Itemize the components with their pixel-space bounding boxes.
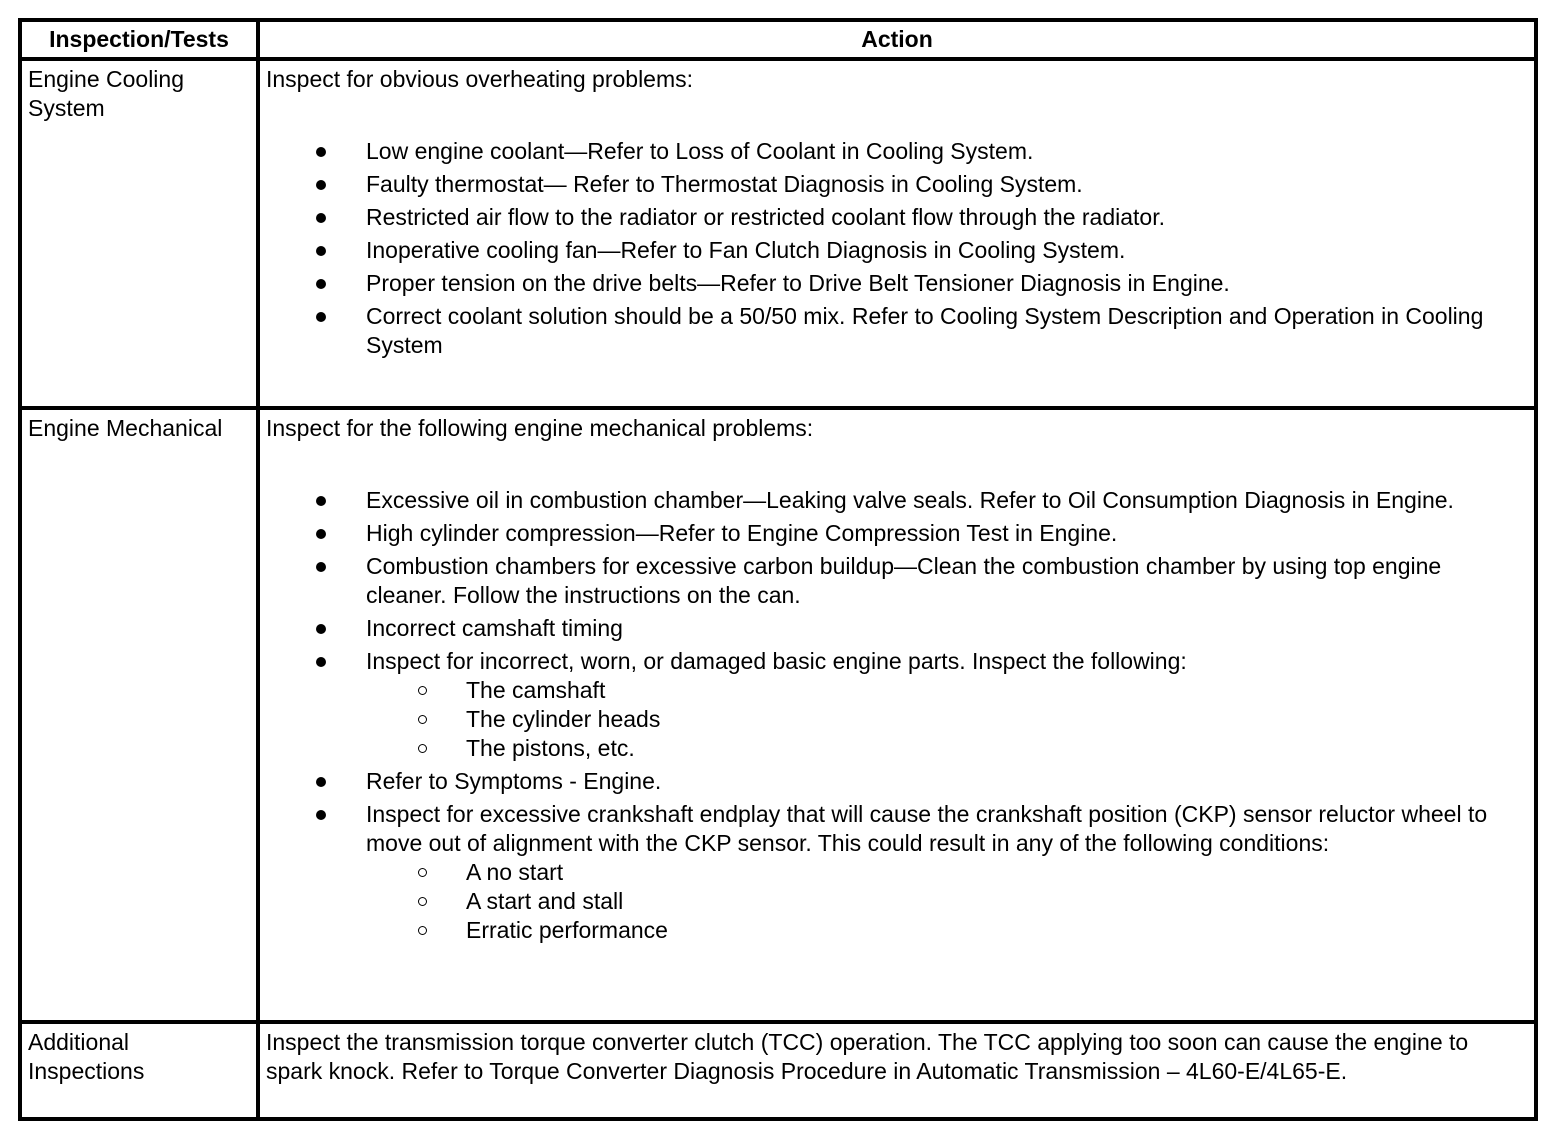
sub-list-item: A start and stall — [366, 887, 1528, 916]
row-label-cooling: Engine Cooling System — [20, 59, 258, 408]
list-item: Excessive oil in combustion chamber—Leaking valve seals. Refer to Oil Consumption Diagnosis in Engine. — [266, 486, 1528, 515]
sub-list-item: The pistons, etc. — [366, 734, 1528, 763]
row-action-additional — [258, 1022, 1536, 1119]
sub-list-item: Erratic performance — [366, 916, 1528, 945]
row-action-mechanical — [258, 408, 1536, 1022]
intro-text: Inspect the transmission torque converter clutch (TCC) operation. The TCC applying too soon can cause the engine to spark knock. Refer to Torque Converter Diagnosis Procedure in Automatic Transmission – 4L60-E/4L65-E. — [266, 1029, 1469, 1084]
list-item: Inspect for excessive crankshaft endplay that will cause the crankshaft position (CKP) sensor reluctor wheel to move out of alignment with the CKP sensor. This could result in any of the following conditions: A no start A start and stall Erratic performance — [266, 800, 1528, 945]
circle-bullet-icon — [418, 897, 427, 906]
list-item: Restricted air flow to the radiator or restricted coolant flow through the radiator. — [266, 203, 1528, 232]
sub-list — [366, 858, 1528, 945]
bullet-list — [266, 137, 1528, 360]
bullet-icon — [316, 213, 326, 223]
sub-list-item: The cylinder heads — [366, 705, 1528, 734]
list-item: Inspect for incorrect, worn, or damaged basic engine parts. Inspect the following: The camshaft The cylinder heads The pistons, etc. — [266, 647, 1528, 763]
document-page — [18, 18, 1534, 1121]
bullet-icon — [316, 312, 326, 322]
table-row — [20, 408, 1536, 1022]
bullet-icon — [316, 657, 326, 667]
list-item: Incorrect camshaft timing — [266, 614, 1528, 643]
list-item: Correct coolant solution should be a 50/50 mix. Refer to Cooling System Description and Operation in Cooling System — [266, 302, 1528, 360]
list-item: Faulty thermostat— Refer to Thermostat Diagnosis in Cooling System. — [266, 170, 1528, 199]
bullet-list — [266, 486, 1528, 945]
list-item: Proper tension on the drive belts—Refer to Drive Belt Tensioner Diagnosis in Engine. — [266, 269, 1528, 298]
bullet-icon — [316, 562, 326, 572]
bullet-icon — [316, 496, 326, 506]
list-item: Refer to Symptoms - Engine. — [266, 767, 1528, 796]
list-item: Low engine coolant—Refer to Loss of Coolant in Cooling System. — [266, 137, 1528, 166]
header-row — [20, 20, 1536, 59]
sub-list — [366, 676, 1528, 763]
bullet-icon — [316, 180, 326, 190]
bullet-icon — [316, 810, 326, 820]
sub-list-item: A no start — [366, 858, 1528, 887]
intro-text: Inspect for the following engine mechanical problems: — [266, 415, 814, 441]
diagnosis-table — [18, 18, 1538, 1121]
sub-list-item: The camshaft — [366, 676, 1528, 705]
circle-bullet-icon — [418, 868, 427, 877]
list-item: Inoperative cooling fan—Refer to Fan Clutch Diagnosis in Cooling System. — [266, 236, 1528, 265]
table-row — [20, 1022, 1536, 1119]
bullet-icon — [316, 147, 326, 157]
bullet-icon — [316, 279, 326, 289]
row-label-mechanical: Engine Mechanical — [20, 408, 258, 1022]
circle-bullet-icon — [418, 926, 427, 935]
row-action-cooling — [258, 59, 1536, 408]
bullet-icon — [316, 246, 326, 256]
circle-bullet-icon — [418, 715, 427, 724]
header-inspection: Inspection/Tests — [20, 20, 258, 59]
list-item: Combustion chambers for excessive carbon buildup—Clean the combustion chamber by using top engine cleaner. Follow the instructions on the can. — [266, 552, 1528, 610]
header-action: Action — [258, 20, 1536, 59]
list-item: High cylinder compression—Refer to Engine Compression Test in Engine. — [266, 519, 1528, 548]
table-row — [20, 59, 1536, 408]
bullet-icon — [316, 624, 326, 634]
bullet-icon — [316, 529, 326, 539]
circle-bullet-icon — [418, 744, 427, 753]
intro-text: Inspect for obvious overheating problems: — [266, 66, 694, 92]
bullet-icon — [316, 777, 326, 787]
row-label-additional: Additional Inspections — [20, 1022, 258, 1119]
circle-bullet-icon — [418, 686, 427, 695]
